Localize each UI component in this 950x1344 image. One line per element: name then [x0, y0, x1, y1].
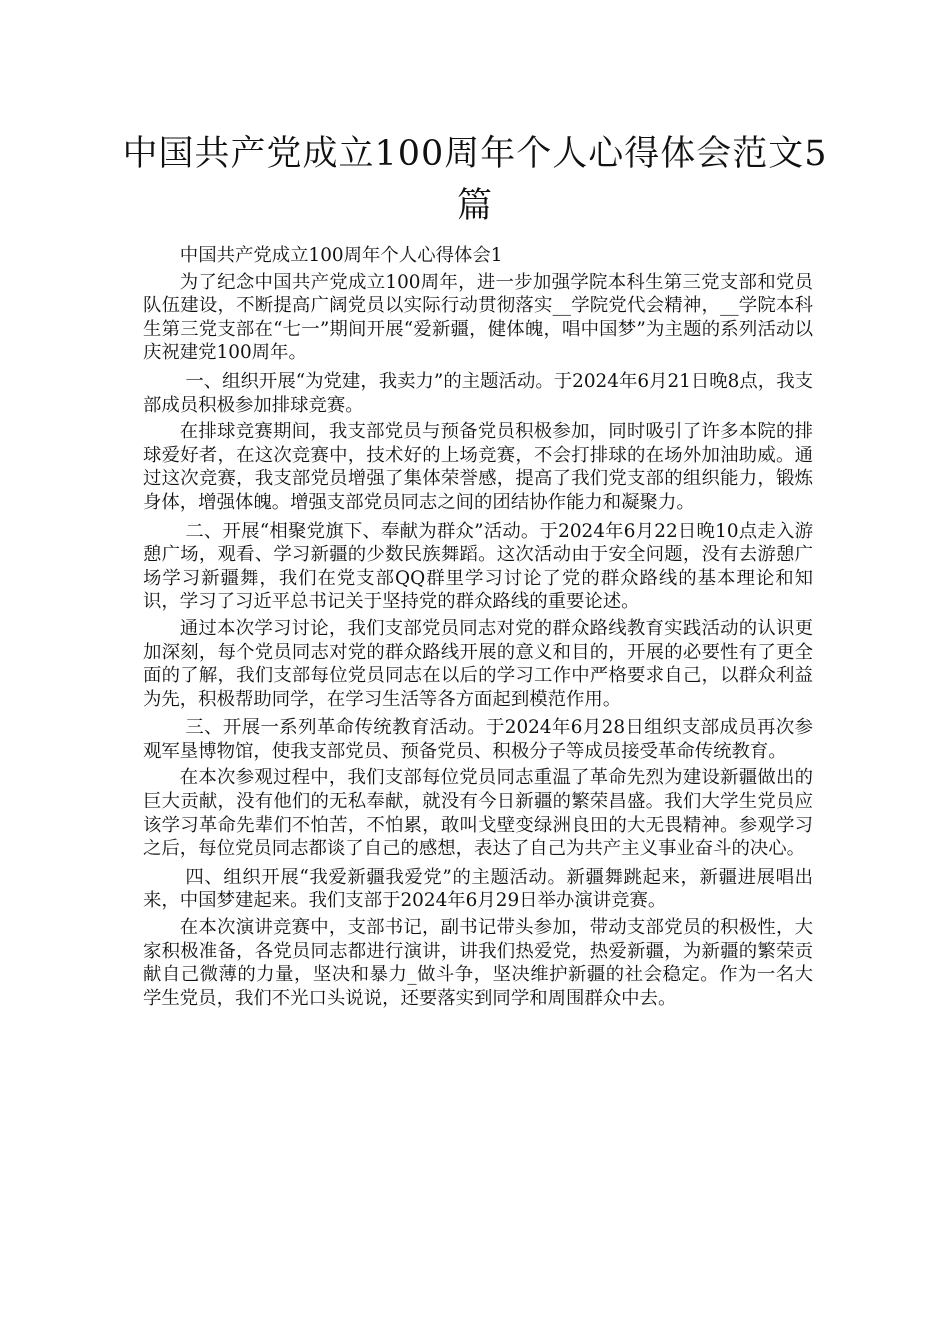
- section-heading-2: 二、开展“相聚党旗下、奉献为群众”活动。于2024年6月22日晚10点走入游憩广场，观看、学习新疆的少数民族舞蹈。这次活动由于安全问题，没有去游憩广场学习新疆舞，我们在党支部QQ群里学习讨论了党的群众路线的基本理论和知识，学习了习近平总书记关于坚持党的群众路线的重要论述。: [143, 520, 813, 613]
- section-heading-1: 一、组织开展“为党建，我卖力”的主题活动。于2024年6月21日晚8点，我支部成员积极参加排球竞赛。: [143, 370, 813, 416]
- article-subtitle: 中国共产党成立100周年个人心得体会1: [179, 245, 503, 266]
- paragraph-4: 在本次演讲竞赛中，支部书记，副书记带头参加，带动支部党员的积极性，大家积极准备，各党员同志都进行演讲，讲我们热爱党，热爱新疆，为新疆的繁荣贡献自己微薄的力量，坚决和暴力_做斗争，坚决维护新疆的社会稳定。作为一名大学生党员，我们不光口头说说，还要落实到同学和周围群众中去。: [143, 917, 813, 1009]
- section-heading-3: 三、开展一系列革命传统教育活动。于2024年6月28日组织支部成员再次参观军垦博物馆，使我支部党员、预备党员、积极分子等成员接受革命传统教育。: [143, 717, 813, 762]
- paragraph-intro: 为了纪念中国共产党成立100周年，进一步加强学院本科生第三党支部和党员队伍建设，不断提高广阔党员以实际行动贯彻落实__学院党代会精神，__学院本科生第三党支部在“七一”期间开展“爱新疆，健体魄，唱中国梦”为主题的系列活动以庆祝建党100周年。: [143, 271, 813, 364]
- paragraph-1: 在排球竞赛期间，我支部党员与预备党员积极参加，同时吸引了许多本院的排球爱好者，在这次竞赛中，技术好的上场竞赛，不会打排球的在场外加油助威。通过这次竞赛，我支部党员增强了集体荣誉感，提高了我们党支部的组织能力，锻炼身体，增强体魄。增强支部党员同志之间的团结协作能力和凝聚力。: [143, 421, 813, 513]
- section-heading-4: 四、组织开展“我爱新疆我爱党”的主题活动。新疆舞跳起来，新疆进展唱出来，中国梦建起来。我们支部于2024年6月29日举办演讲竞赛。: [143, 866, 813, 912]
- paragraph-3: 在本次参观过程中，我们支部每位党员同志重温了革命先烈为建设新疆做出的巨大贡献，没有他们的无私奉献，就没有今日新疆的繁荣昌盛。我们大学生党员应该学习革命先辈们不怕苦，不怕累，敢叫戈壁变绿洲良田的大无畏精神。参观学习之后，每位党员同志都谈了自己的感想，表达了自己为共产主义事业奋斗的决心。: [143, 767, 813, 860]
- document-body: [143, 244, 813, 1010]
- paragraph-2: 通过本次学习讨论，我们支部党员同志对党的群众路线教育实践活动的认识更加深刻，每个党员同志对党的群众路线开展的意义和目的，开展的必要性有了更全面的了解，我们支部每位党员同志在以后的学习工作中严格要求自己，以群众利益为先，积极帮助同学，在学习生活等各方面起到模范作用。: [143, 617, 813, 710]
- document-title: 中国共产党成立100周年个人心得体会范文5篇: [122, 134, 828, 226]
